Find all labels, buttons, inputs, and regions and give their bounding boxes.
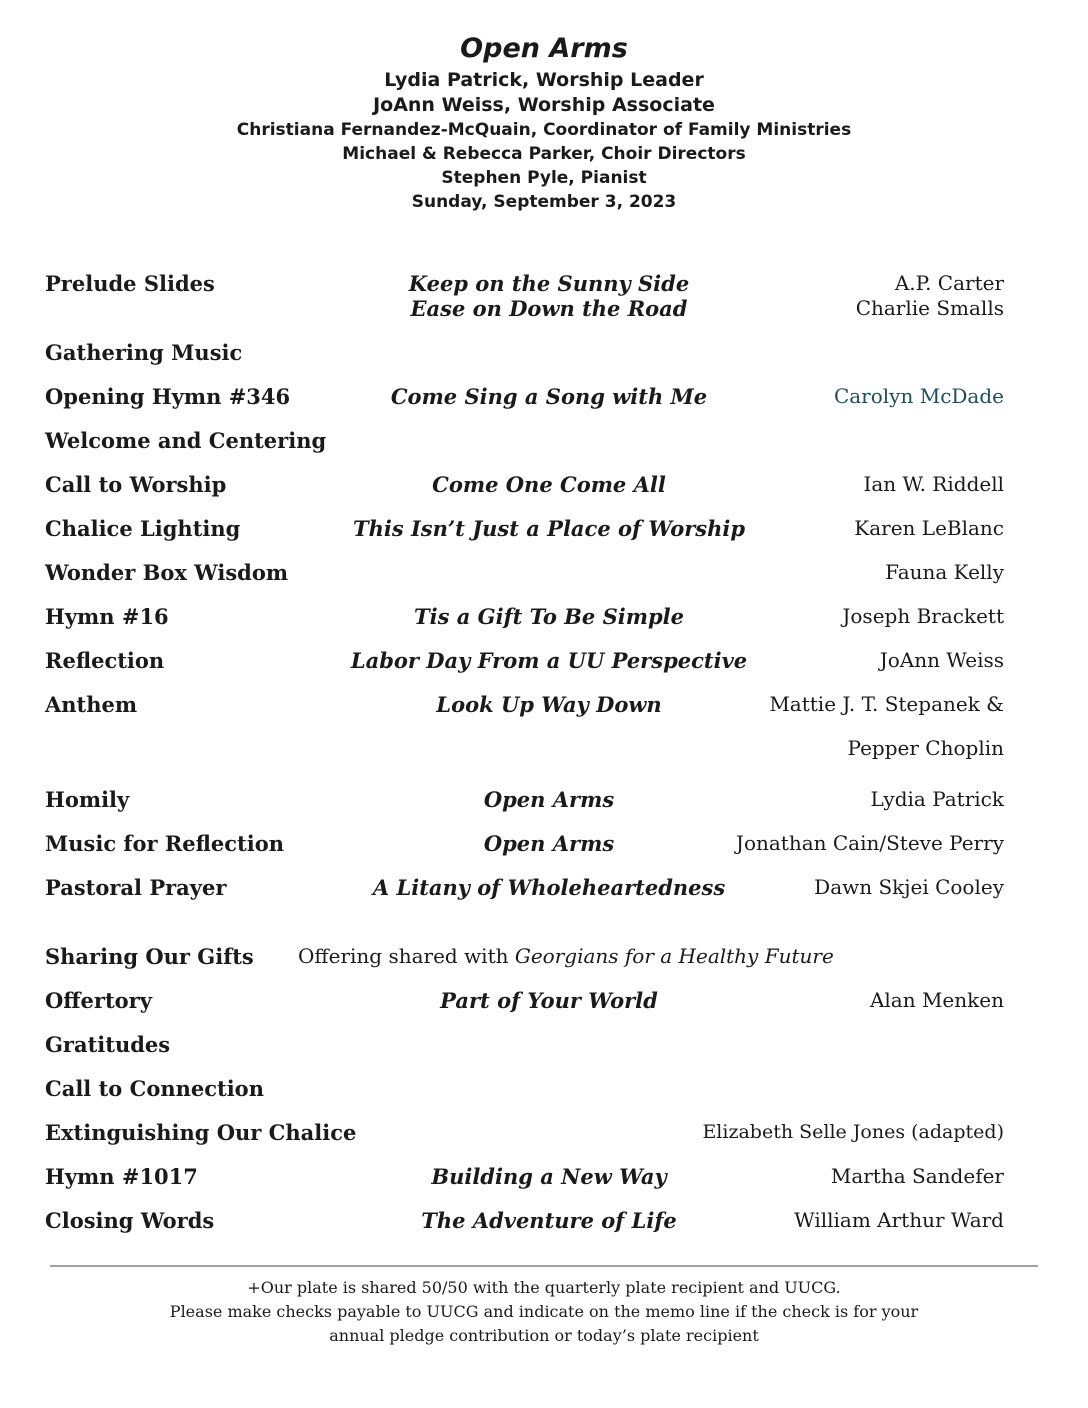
item-title: The Adventure of Life [421,1208,677,1233]
item-label: Hymn #1017 [45,1164,198,1189]
item-title: Look Up Way Down [436,692,662,717]
item-title: Ease on Down the Road [410,296,688,321]
item-author: Mattie J. T. Stepanek & [769,692,1004,716]
bulletin-header [0,30,1088,214]
item-title: Building a New Way [431,1164,667,1189]
item-label: Opening Hymn #346 [45,384,291,409]
item-title: Open Arms [483,787,615,812]
footer-note [0,1276,1088,1348]
worship-associate-line: JoAnn Weiss, Worship Associate [373,94,715,116]
item-label: Chalice Lighting [45,516,241,541]
item-author: Alan Menken [869,988,1004,1012]
worship-leader-line: Lydia Patrick, Worship Leader [384,69,704,91]
item-label: Offertory [45,988,152,1013]
item-label: Sharing Our Gifts [45,944,254,969]
item-title: A Litany of Wholeheartedness [372,875,726,900]
offering-recipient: Georgians for a Healthy Future [514,944,834,968]
item-title: Keep on the Sunny Side [408,271,690,296]
item-label: Gratitudes [45,1032,171,1057]
item-title: Come One Come All [432,472,666,497]
choir-directors-line: Michael & Rebecca Parker, Choir Directors [342,144,746,164]
item-author: JoAnn Weiss [879,648,1004,672]
item-label: Closing Words [45,1208,215,1233]
item-label: Welcome and Centering [45,428,327,453]
family-ministries-line: Christiana Fernandez-McQuain, Coordinator of Family Ministries [236,120,852,140]
item-author: Pepper Choplin [847,736,1004,760]
item-author: Carolyn McDade [833,384,1004,408]
item-author: Lydia Patrick [870,787,1004,811]
pianist-line: Stephen Pyle, Pianist [441,168,647,188]
item-title: Part of Your World [440,988,658,1013]
item-label: Wonder Box Wisdom [45,560,289,585]
item-label: Homily [45,787,130,812]
item-title: Open Arms [483,831,615,856]
item-label: Music for Reflection [45,831,285,856]
offering-note-text: Offering shared with [298,944,515,968]
footer-line-pledge: annual pledge contribution or today’s plate recipient [329,1326,759,1345]
footer-line-plate: +Our plate is shared 50/50 with the quarterly plate recipient and UUCG. [247,1278,841,1297]
item-label: Gathering Music [45,340,243,365]
item-label: Call to Connection [45,1076,264,1101]
offering-note [298,944,834,969]
item-author: Martha Sandefer [830,1164,1004,1188]
item-label: Call to Worship [45,472,227,497]
service-title: Open Arms [460,33,628,64]
item-author: Dawn Skjei Cooley [814,875,1004,899]
footer-line-checks: Please make checks payable to UUCG and indicate on the memo line if the check is for your [169,1302,919,1321]
item-label: Reflection [45,648,165,673]
item-label: Pastoral Prayer [45,875,227,900]
item-title: Labor Day From a UU Perspective [350,648,748,673]
item-label: Hymn #16 [45,604,169,629]
item-author: Charlie Smalls [855,296,1004,320]
item-label: Anthem [45,692,138,717]
item-author: Ian W. Riddell [863,472,1004,496]
item-label: Extinguishing Our Chalice [45,1120,357,1145]
item-author: Elizabeth Selle Jones (adapted) [702,1121,1004,1143]
item-label: Prelude Slides [45,271,215,296]
item-author: Fauna Kelly [885,560,1004,584]
item-author: Karen LeBlanc [854,516,1004,540]
item-title: Come Sing a Song with Me [390,384,708,409]
service-date: Sunday, September 3, 2023 [411,192,677,212]
item-author: Jonathan Cain/Steve Perry [735,831,1004,855]
item-author: A.P. Carter [894,271,1004,295]
item-author: William Arthur Ward [794,1208,1004,1232]
item-author: Joseph Brackett [842,604,1004,628]
item-title: Tis a Gift To Be Simple [414,604,684,629]
item-title: This Isn’t Just a Place of Worship [352,516,746,541]
footer-divider [50,1265,1038,1267]
